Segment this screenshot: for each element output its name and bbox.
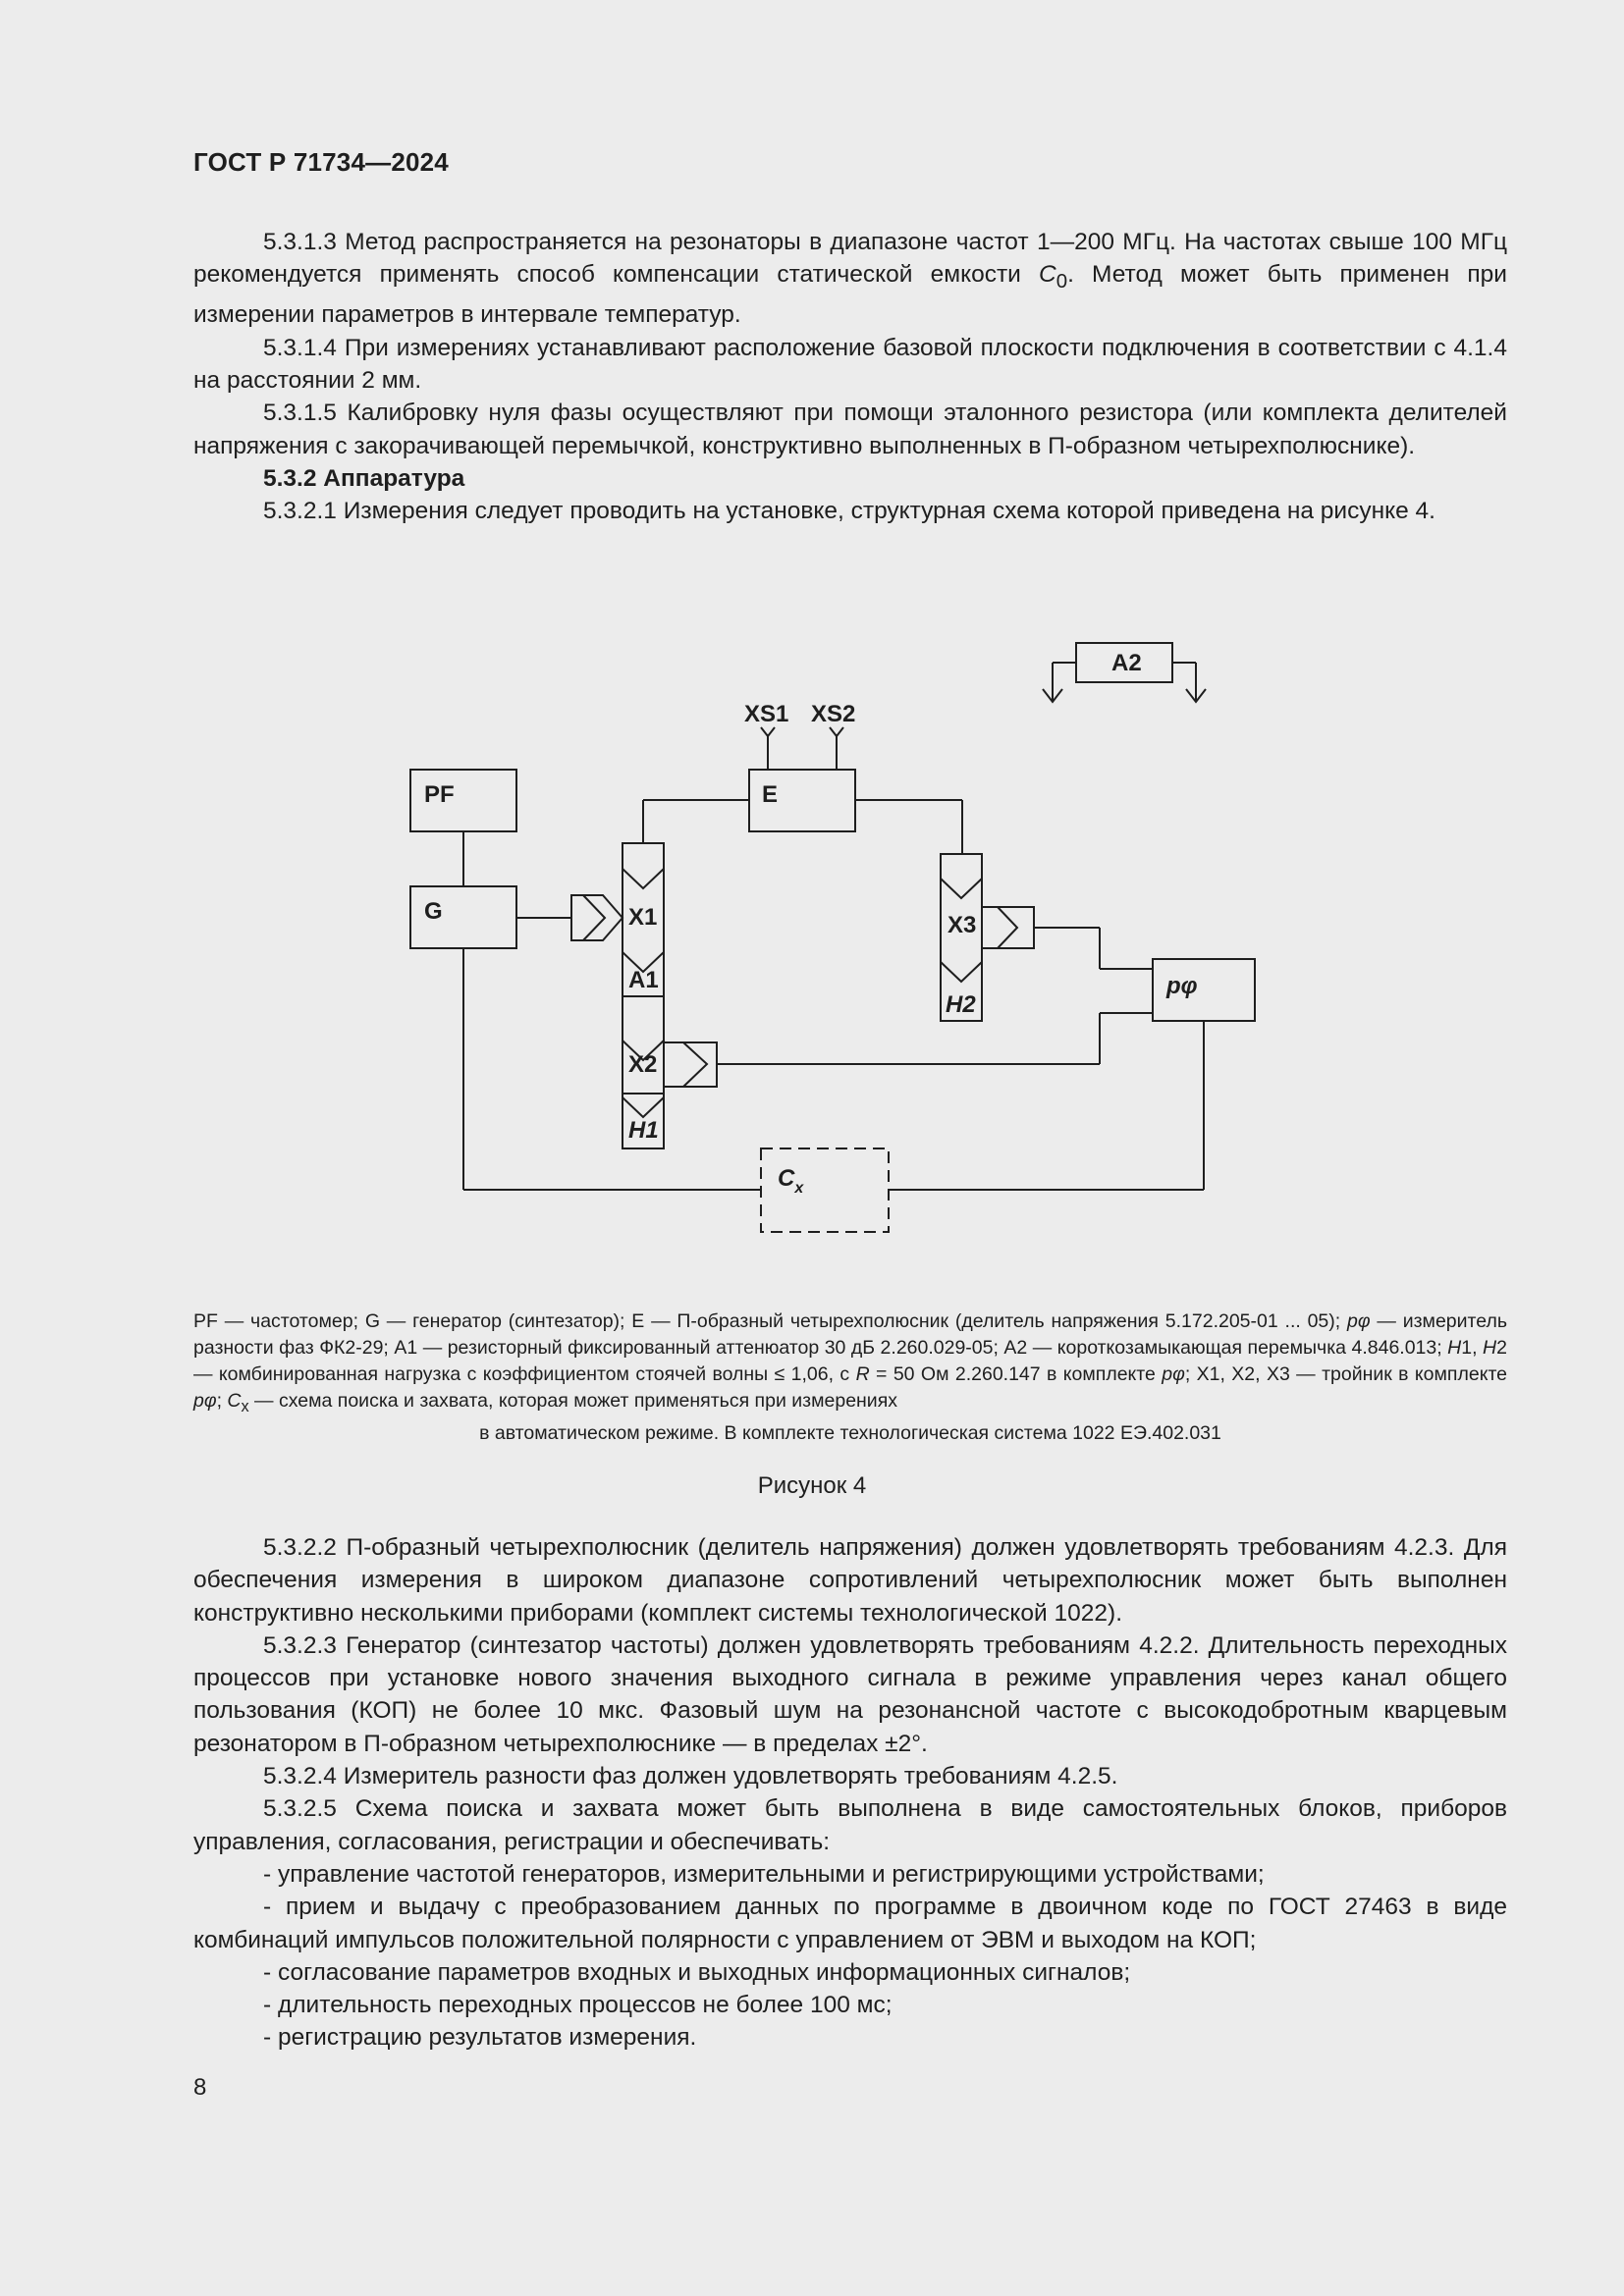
list-item: - согласование параметров входных и выходных информационных сигналов;	[263, 1958, 1131, 1986]
text-section-2	[193, 1531, 1507, 2055]
paragraph-5-3-2-3: 5.3.2.3 Генератор (синтезатор частоты) должен удовлетворять требованиям 4.2.2. Длительность переходных процессов при установке нового значения выходного сигнала в режиме управления через канал общего пользования (КОП) не более 10 мкс. Фазовый шум на резонансной частоте с высокодобротным кварцевым резонатором в П-образном четырехполюснике — в пределах ±2°.	[193, 1631, 1507, 1757]
x1-branch	[571, 895, 623, 940]
list-item: - прием и выдачу с преобразованием данных по программе в двоичном коде по ГОСТ 27463 в виде комбинаций импульсов положительной полярности с управлением от ЭВМ и выходом на КОП;	[193, 1894, 1507, 1953]
x3-branch	[982, 907, 1034, 948]
h2-label: H2	[946, 991, 976, 1018]
section-heading-apparatus: 5.3.2 Аппаратура	[263, 464, 465, 492]
paragraph-5-3-2-1: 5.3.2.1 Измерения следует проводить на установке, структурная схема которой приведена на рисунке 4.	[263, 498, 1435, 525]
pf-label: PF	[424, 781, 455, 808]
x1-label: X1	[628, 904, 658, 931]
a2-label: A2	[1111, 650, 1142, 676]
figure-legend: PF — частотомер; G — генератор (синтезатор); E — П-образный четырехполюсник (делитель напряжения 5.172.205-01 ... 05); pφ — измеритель разности фаз ФК2-29; А1 — резисторный фиксированный аттенюатор 30 дБ 2.260.029-05; А2 — короткозамыкающая перемычка 4.846.013; H1, H2 — комбинированная нагрузка с коэффициентом стоячей волны ≤ 1,06, с R = 50 Ом 2.260.147 в комплекте pφ; X1, X2, X3 — тройник в комплекте pφ; $C_x$ — схема поиска и захвата, которая может применяться при измерениях в автоматическом режиме. В комплекте технологическая система 1022 ЕЭ.402.031	[193, 1308, 1507, 1447]
paragraph-5-3-2-4: 5.3.2.4 Измеритель разности фаз должен удовлетворять требованиям 4.2.5.	[263, 1763, 1118, 1790]
page-number: 8	[193, 2074, 207, 2101]
xs1-label: XS1	[744, 701, 789, 727]
paragraph-5-3-1-4: 5.3.1.4 При измерениях устанавливают расположение базовой плоскости подключения в соответствии с 4.1.4 на расстоянии 2 мм.	[193, 334, 1507, 395]
text-section-1	[193, 226, 1507, 528]
legend-last-line: в автоматическом режиме. В комплекте технологическая система 1022 ЕЭ.402.031	[479, 1421, 1221, 1444]
x2-label: X2	[628, 1051, 658, 1078]
block-diagram	[373, 628, 1296, 1256]
h1-label: H1	[628, 1117, 659, 1144]
list-item: - управление частотой генераторов, измерительными и регистрирующими устройствами;	[263, 1860, 1265, 1888]
pphi-label: pφ	[1166, 973, 1198, 999]
paragraph-5-3-1-5: 5.3.1.5 Калибровку нуля фазы осуществляют при помощи эталонного резистора (или комплекта делителей напряжения с закорачивающей перемычкой, конструктивно выполненных в П-образном четырехполюснике).	[193, 400, 1507, 459]
e-label: E	[762, 781, 779, 808]
list-item: - регистрацию результатов измерения.	[263, 2024, 697, 2052]
list-item: - длительность переходных процессов не более 100 мс;	[263, 1992, 893, 2019]
paragraph-5-3-2-2: 5.3.2.2 П-образный четырехполюсник (делитель напряжения) должен удовлетворять требованиям 4.2.3. Для обеспечения измерения в широком диапазоне сопротивлений четырехполюсник может быть выполнен конструктивно несколькими приборами (комплект системы технологической 1022).	[193, 1534, 1507, 1627]
document-header: ГОСТ Р 71734—2024	[193, 147, 449, 177]
a1-label: A1	[628, 967, 659, 993]
x3-label: X3	[947, 912, 977, 938]
paragraph-5-3-1-3: 5.3.1.3 Метод распространяется на резонаторы в диапазоне частот 1—200 МГц. На частотах свыше 100 МГц рекомендуется применять способ компенсации статической емкости $C_0$. Метод может быть применен при измерении параметров в интервале температур.	[193, 229, 1507, 329]
diagram-svg	[373, 628, 1296, 1256]
g-label: G	[424, 898, 443, 925]
cx-label: $C_x$	[778, 1165, 804, 1197]
paragraph-5-3-2-5: 5.3.2.5 Схема поиска и захвата может быть выполнена в виде самостоятельных блоков, приборов управления, согласования, регистрации и обеспечивать:	[193, 1795, 1507, 1855]
xs2-label: XS2	[811, 701, 856, 727]
figure-title: Рисунок 4	[757, 1472, 867, 1499]
